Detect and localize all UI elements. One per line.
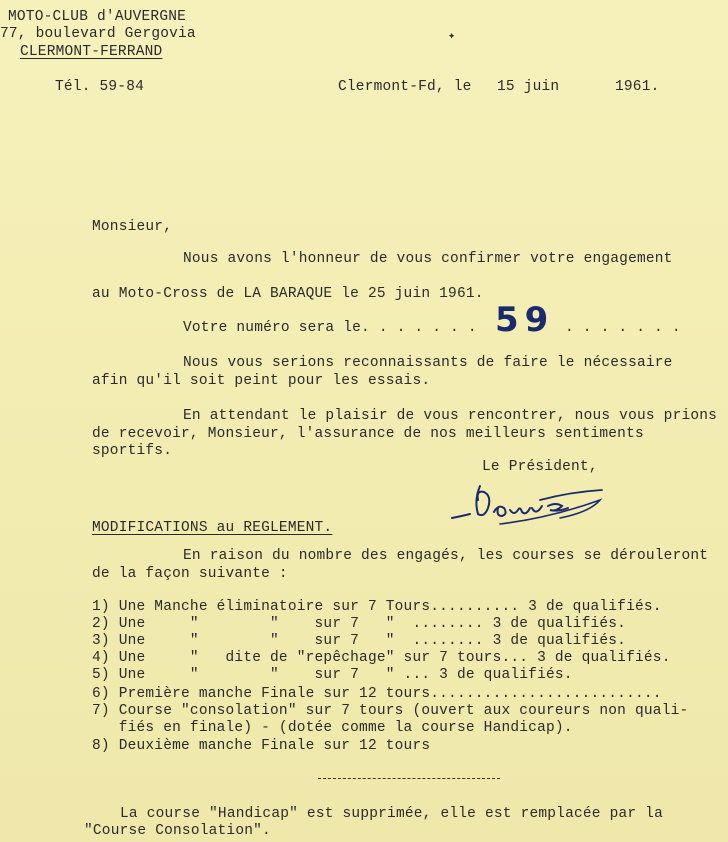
- para3-line1: En attendant le plaisir de vous rencontrer, nous vous prions: [183, 408, 718, 424]
- note-line2: "Course Consolation".: [84, 823, 271, 839]
- list-item: 1) Une Manche éliminatoire sur 7 Tours.......... 3 de qualifiés.: [92, 599, 662, 615]
- list-item: 5) Une " " sur 7 " ... 3 de qualifiés.: [92, 667, 573, 683]
- para2-line1: Nous vous serions reconnaissants de faire le nécessaire: [183, 355, 673, 371]
- para1-line1: Nous avons l'honneur de vous confirmer votre engagement: [183, 251, 673, 267]
- date-day: 15 juin: [497, 79, 560, 95]
- club-city: CLERMONT-FERRAND: [20, 44, 163, 60]
- list-item: 4) Une " dite de "repêchage" sur 7 tours... 3 de qualifiés.: [92, 650, 671, 666]
- note-line1: La course "Handicap" est supprimée, elle est remplacée par la: [120, 806, 663, 822]
- para2-line2: afin qu'il soit peint pour les essais.: [92, 373, 431, 389]
- para3-line3: sportifs.: [92, 443, 173, 459]
- modifications-intro-1: En raison du nombre des engagés, les courses se dérouleront: [183, 548, 709, 564]
- date-place: Clermont-Fd, le: [338, 79, 472, 95]
- list-item: 3) Une " " sur 7 " ........ 3 de qualifiés.: [92, 633, 627, 649]
- race-number: 59: [495, 300, 555, 340]
- club-address: 77, boulevard Gergovia: [0, 26, 196, 42]
- modifications-intro-2: de la façon suivante :: [92, 566, 288, 582]
- para1-line2: au Moto-Cross de LA BARAQUE le 25 juin 1961.: [92, 286, 484, 302]
- list-item: 7) Course "consolation" sur 7 tours (ouvert aux coureurs non quali-: [92, 703, 689, 719]
- separator-line: [318, 778, 500, 779]
- closing: Le Président,: [482, 459, 598, 475]
- modifications-title: MODIFICATIONS au REGLEMENT.: [92, 520, 333, 536]
- list-item: 2) Une " " sur 7 " ........ 3 de qualifiés.: [92, 616, 627, 632]
- list-item: 6) Première manche Finale sur 12 tours..........................: [92, 686, 662, 702]
- president-signature: [440, 478, 610, 538]
- date-year: 1961.: [615, 79, 660, 95]
- para3-line2: de recevoir, Monsieur, l'assurance de nos meilleurs sentiments: [92, 426, 644, 442]
- club-name: MOTO-CLUB d'AUVERGNE: [8, 9, 187, 25]
- number-dots: . . . . . . .: [565, 320, 681, 336]
- list-item: 8) Deuxième manche Finale sur 12 tours: [92, 738, 431, 754]
- phone-number: Tél. 59-84: [55, 79, 145, 95]
- salutation: Monsieur,: [92, 219, 173, 235]
- list-item: fiés en finale) - (dotée comme la course Handicap).: [92, 720, 573, 736]
- star-mark: ✦: [448, 29, 456, 43]
- number-label: Votre numéro sera le. . . . . . .: [183, 320, 477, 336]
